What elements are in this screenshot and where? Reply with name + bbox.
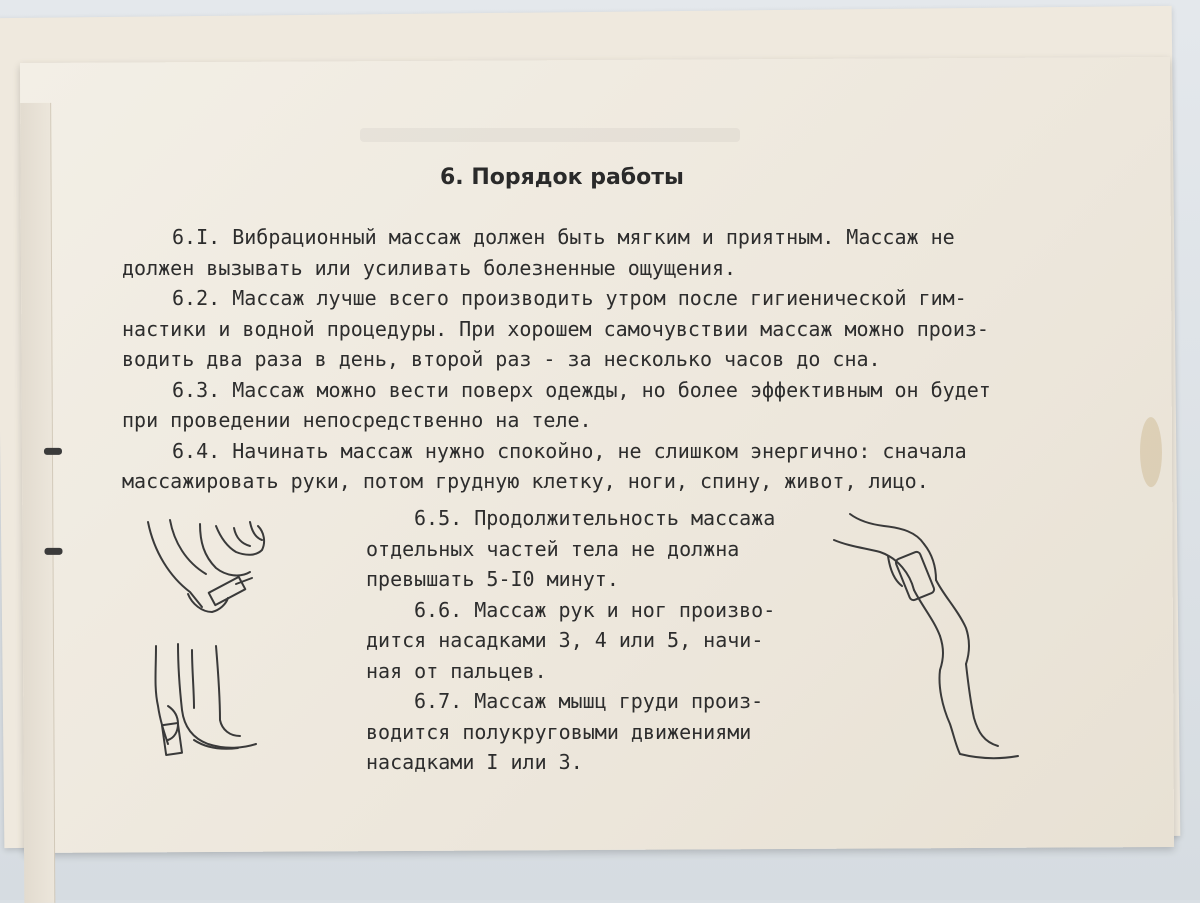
text-line: водить два раза в день, второй раз - за несколько часов до сна.	[122, 347, 881, 371]
text-line: превышать 5-I0 минут.	[366, 567, 619, 591]
text-line: 6.3. Массаж можно вести поверх одежды, но более эффективным он будет	[172, 377, 991, 402]
text-line: ная от пальцев.	[366, 658, 547, 683]
text-line: отдельных частей тела не должна	[366, 536, 740, 561]
section-title: 6. Порядок работы	[440, 165, 684, 190]
staple-top	[44, 448, 62, 455]
text-line: 6.2. Массаж лучше всего производить утром после гигиенической гим-	[172, 286, 967, 310]
text-line: насадками I или 3.	[366, 750, 583, 774]
text-line: при проведении непосредственно на теле.	[122, 408, 592, 432]
bleed-through-text	[360, 128, 740, 142]
instructions-top	[122, 222, 991, 497]
text-line: 6.I. Вибрационный массаж должен быть мягким и приятным. Массаж не	[172, 225, 955, 249]
leg-massage-sketch-icon	[148, 640, 268, 760]
staple-bottom	[44, 548, 62, 555]
instructions-middle	[366, 503, 775, 778]
text-line: 6.5. Продолжительность массажа	[414, 506, 776, 530]
text-line: должен вызывать или усиливать болезненные ощущения.	[122, 255, 737, 280]
hand-massage-sketch-icon	[140, 512, 280, 627]
text-line: настики и водной процедуры. При хорошем самочувствии массаж можно произ-	[122, 316, 989, 341]
text-line: водится полукруговыми движениями	[366, 719, 752, 744]
text-line: дится насадками 3, 4 или 5, начи-	[366, 628, 764, 652]
text-line: массажировать руки, потом грудную клетку, ноги, спину, живот, лицо.	[122, 469, 929, 493]
leg-profile-massage-sketch-icon	[828, 510, 1038, 765]
booklet-spine	[20, 103, 55, 903]
paper-stain	[1140, 417, 1162, 487]
text-line: 6.4. Начинать массаж нужно спокойно, не слишком энергично: сначала	[172, 438, 967, 463]
text-line: 6.6. Массаж рук и ног произво-	[414, 597, 776, 622]
text-line: 6.7. Массаж мышц груди произ-	[414, 689, 764, 713]
